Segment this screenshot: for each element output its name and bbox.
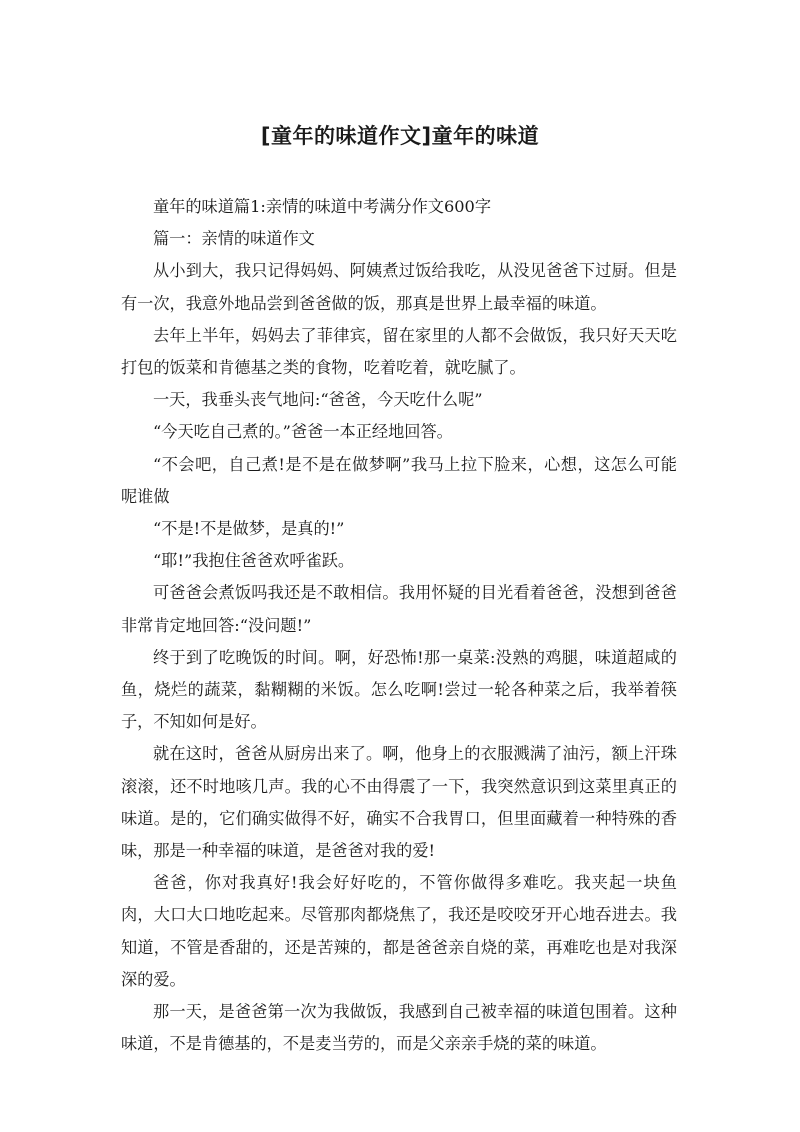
paragraph: 从小到大，我只记得妈妈、阿姨煮过饭给我吃，从没见爸爸下过厨。但是有一次，我意外地品尝到爸爸做的饭，那真是世界上最幸福的味道。 bbox=[121, 261, 677, 313]
paragraph: 爸爸，你对我真好!我会好好吃的，不管你做得多难吃。我夹起一块鱼肉，大口大口地吃起来。尽管那肉都烧焦了，我还是咬咬牙开心地吞进去。我知道，不管是香甜的，还是苦辣的，都是爸爸亲自烧的菜，再难吃也是对我深深的爱。 bbox=[121, 873, 677, 989]
paragraph: “不会吧，自己煮!是不是在做梦啊”我马上拉下脸来，心想，这怎么可能呢谁做 bbox=[121, 454, 677, 506]
paragraph: “耶!”我抱住爸爸欢呼雀跃。 bbox=[153, 551, 355, 571]
paragraph: 可爸爸会煮饭吗我还是不敢相信。我用怀疑的目光看着爸爸，没想到爸爸非常肯定地回答:“没问题!” bbox=[121, 583, 677, 635]
paragraph: 终于到了吃晚饭的时间。啊，好恐怖!那一桌菜:没熟的鸡腿，味道超咸的鱼，烧烂的蔬菜，黏糊糊的米饭。怎么吃啊!尝过一轮各种菜之后，我举着筷子，不知如何是好。 bbox=[121, 647, 677, 732]
paragraph: “今天吃自己煮的。”爸爸一本正经地回答。 bbox=[153, 422, 453, 442]
paragraph: 就在这时，爸爸从厨房出来了。啊，他身上的衣服溅满了油污，额上汗珠滚滚，还不时地咳几声。我的心不由得震了一下，我突然意识到这菜里真正的味道。是的，它们确实做得不好，确实不合我胃口，但里面藏着一种特殊的香味，那是一种幸福的味道，是爸爸对我的爱! bbox=[121, 744, 677, 861]
paragraph: 去年上半年，妈妈去了菲律宾，留在家里的人都不会做饭，我只好天天吃打包的饭菜和肯德基之类的食物，吃着吃着，就吃腻了。 bbox=[121, 325, 677, 378]
paragraph: 篇一：亲情的味道作文 bbox=[153, 229, 315, 249]
paragraph: “不是!不是做梦，是真的!” bbox=[153, 519, 345, 539]
paragraph: 一天，我垂头丧气地问:“爸爸，今天吃什么呢” bbox=[153, 390, 483, 410]
paragraph: 那一天，是爸爸第一次为我做饭，我感到自己被幸福的味道包围着。这种味道，不是肯德基的，不是麦当劳的，而是父亲亲手烧的菜的味道。 bbox=[121, 1002, 677, 1054]
document-body bbox=[121, 191, 677, 1060]
document-title: [童年的味道作文]童年的味道 bbox=[260, 124, 540, 148]
paragraph: 童年的味道篇1:亲情的味道中考满分作文600字 bbox=[153, 197, 492, 216]
